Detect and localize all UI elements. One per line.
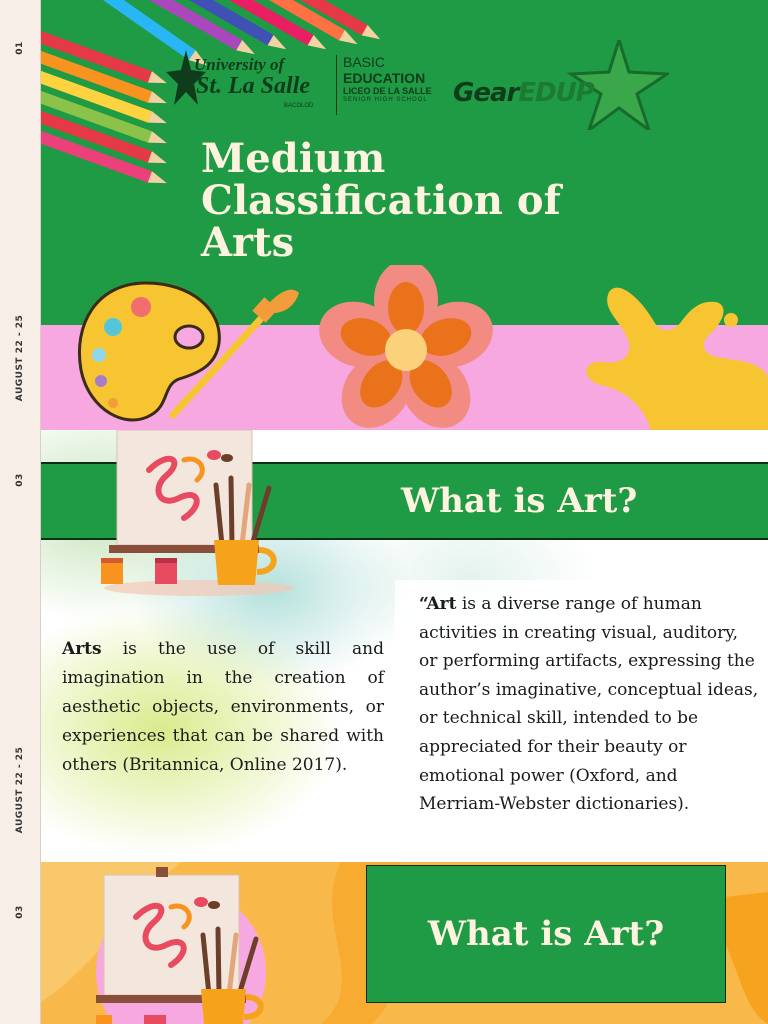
gearedup-wordmark [453, 78, 594, 108]
basic-education-logo [343, 54, 432, 104]
easel-illustration [89, 430, 339, 598]
cover-panel [41, 0, 768, 430]
basic-ed-line1: BASIC [343, 54, 386, 70]
arts-definition-text: is the use of skill and imagination in the creation of aesthetic objects, environments, or experiences that can be shared with others (Britannica, Online 2017). [62, 639, 384, 775]
what-is-art-panel-2 [41, 862, 768, 1024]
section-heading: What is Art? [401, 481, 638, 521]
arts-term: Arts [62, 639, 102, 659]
page-number-label: 01 [15, 41, 25, 55]
date-label: AUGUST 22 - 25 [15, 314, 25, 402]
basic-ed-line4: SENIOR HIGH SCHOOL [343, 97, 428, 103]
basic-ed-line3: LICEO DE LA SALLE [343, 86, 432, 96]
page-title: Medium Classification of Arts [201, 135, 561, 266]
gearedup-suffix: EDUP [518, 78, 594, 108]
quote-open-mark: “ [419, 594, 427, 614]
usls-name-line2: St. La Salle [196, 73, 311, 99]
logo-divider [336, 55, 337, 115]
gearedup-logo [451, 40, 681, 130]
gearedup-prefix: Gear [453, 78, 519, 108]
basic-ed-line2: EDUCATION [343, 70, 426, 86]
page-number-label: 03 [15, 473, 25, 487]
art-quote-text: is a diverse range of human activities in creating visual, auditory, or performing artifacts, expressing the author’s imaginative, conceptual ideas, or technical skill, intended to be appreciated for their beauty or emotional power (Oxford, and Merriam-Webster dictionaries). [419, 594, 759, 815]
easel-illustration [96, 867, 326, 1024]
paint-palette-illustration [71, 275, 301, 430]
section-heading-banner [366, 865, 726, 1003]
paint-splash-illustration [581, 280, 768, 430]
art-term: Art [426, 594, 457, 614]
usls-campus: BACOLOD [284, 103, 314, 109]
arts-definition [62, 635, 384, 780]
usls-logo [166, 45, 338, 115]
usls-name-line1: University of [194, 55, 285, 74]
art-definition-quote [419, 590, 759, 819]
page-number-label: 03 [15, 905, 25, 919]
flower-illustration [311, 265, 501, 430]
what-is-art-panel [41, 430, 768, 862]
section-heading: What is Art? [427, 914, 665, 954]
date-label: AUGUST 22 - 25 [15, 746, 25, 834]
page-margin-strip [0, 0, 41, 1024]
art-definition-quote-box [395, 580, 768, 856]
